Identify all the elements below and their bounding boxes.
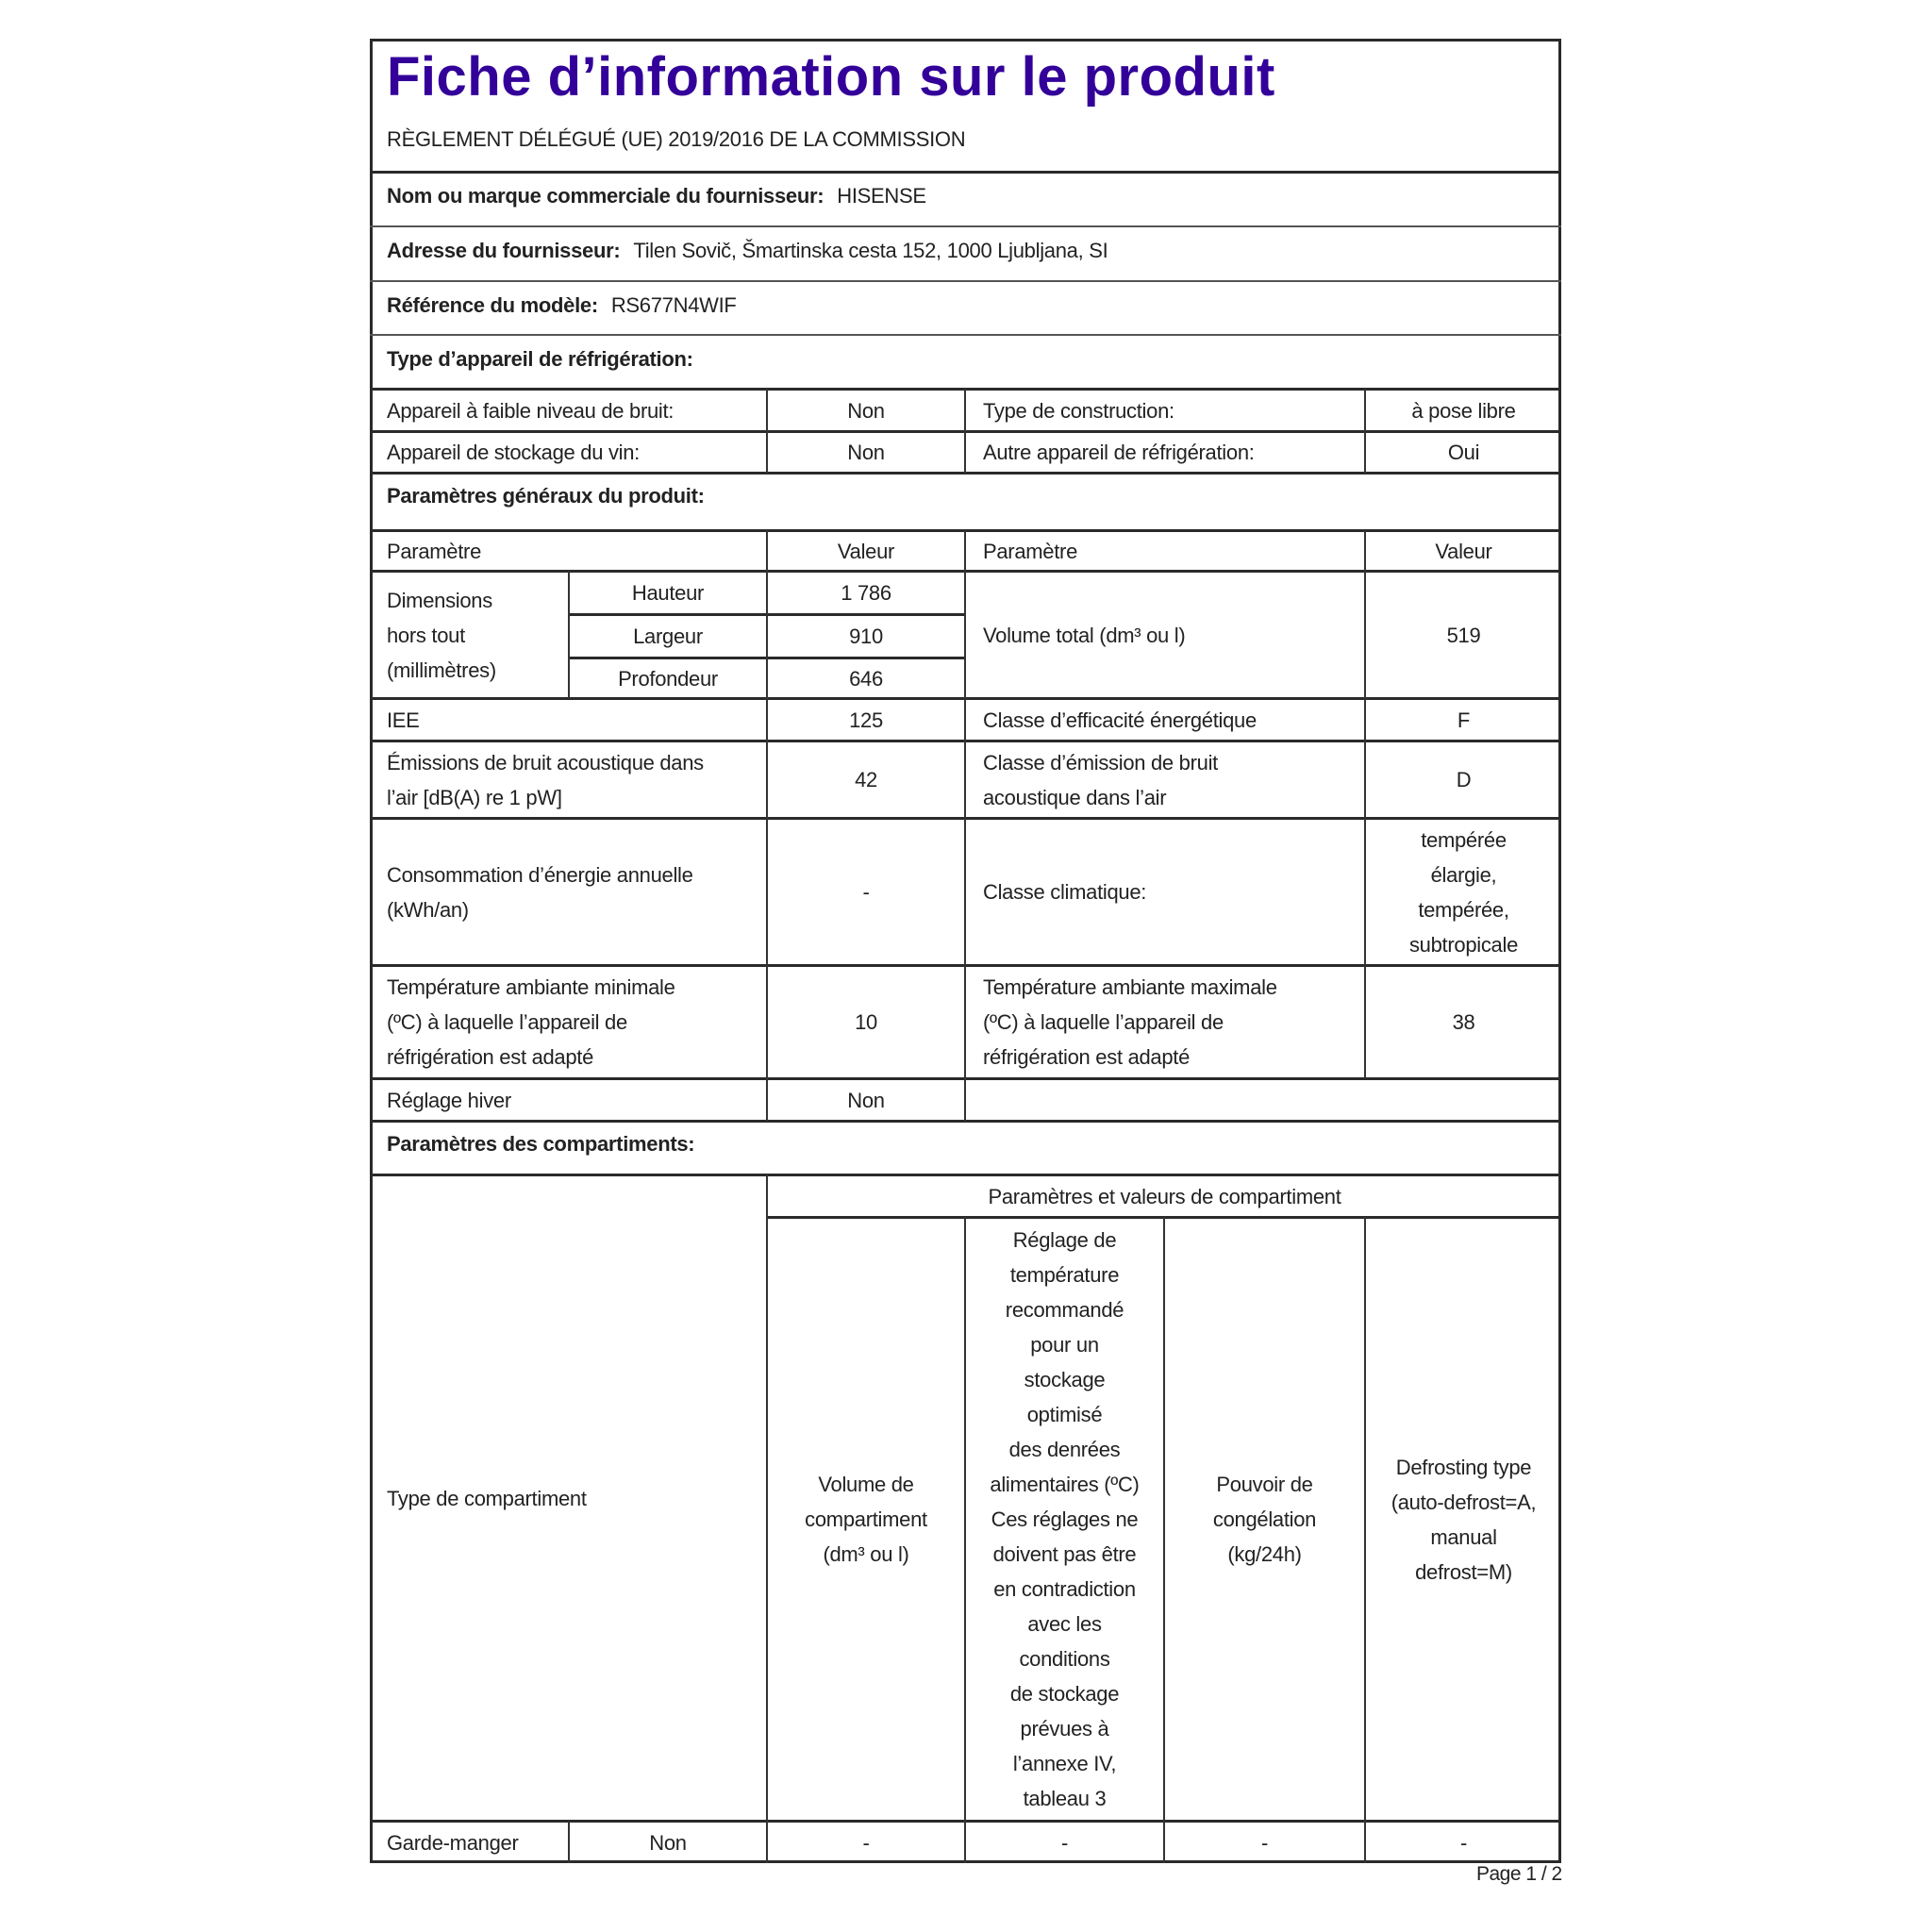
compartment-present-cell: Non — [649, 1831, 687, 1855]
other-refrigeration-label: Autre appareil de réfrigération: — [983, 441, 1255, 464]
depth-label: Profondeur — [618, 666, 718, 691]
col-freezing-header — [1165, 1219, 1364, 1820]
col-header-param2: Paramètre — [983, 539, 1078, 563]
col-header-param: Paramètre — [387, 539, 482, 563]
total-volume-value: 519 — [1446, 623, 1481, 647]
col-temp-header-line: de stockage — [1009, 1682, 1120, 1706]
compartments-heading: Paramètres des compartiments: — [387, 1132, 695, 1156]
compartment-type-header: Type de compartiment — [387, 1486, 587, 1510]
col-defrost-header — [1366, 1219, 1561, 1820]
page-title: Fiche d’information sur le produit — [387, 46, 1275, 108]
col-header-value2: Valeur — [1435, 539, 1492, 563]
low-noise-value: Non — [847, 398, 885, 423]
dimensions-label-line: (millimètres) — [387, 658, 496, 682]
col-temp-header-line: stockage — [1024, 1368, 1106, 1391]
climate-class-value-line: tempérée — [1421, 827, 1507, 852]
col-temp-header-line: recommandé — [1005, 1298, 1124, 1322]
noise-class-label-line: acoustique dans l’air — [983, 785, 1167, 809]
max-temp-value: 38 — [1452, 1010, 1475, 1034]
page-number: Page 1 / 2 — [1476, 1863, 1562, 1885]
col-temp-header-line: tableau 3 — [1023, 1787, 1107, 1810]
col-temp-header-line: alimentaires (ºC) — [990, 1473, 1140, 1496]
width-value: 910 — [849, 625, 883, 648]
noise-emission-label-line: Émissions de bruit acoustique dans — [387, 750, 704, 774]
col-defrost-header-line: defrost=M) — [1415, 1559, 1512, 1584]
max-temp-label-line: (ºC) à laquelle l’appareil de — [983, 1010, 1224, 1034]
wine-storage-value: Non — [847, 441, 885, 464]
supplier-address-value: Tilen Sovič, Šmartinska cesta 152, 1000 Ljubljana, SI — [633, 239, 1108, 262]
max-temp-label-line: réfrigération est adapté — [983, 1045, 1191, 1069]
col-defrost-header-line: (auto-defrost=A, — [1391, 1490, 1537, 1514]
noise-emission-label — [370, 742, 766, 817]
supplier-name-value: HISENSE — [837, 184, 926, 208]
col-volume-header — [768, 1219, 964, 1820]
model-value: RS677N4WIF — [610, 293, 737, 317]
appliance-type-heading: Type d’appareil de réfrigération: — [387, 347, 693, 371]
dimensions-label — [370, 573, 568, 697]
depth-value: 646 — [849, 666, 883, 691]
dimensions-label-line: Dimensions — [387, 588, 492, 612]
construction-type-value: à pose libre — [1411, 398, 1516, 423]
col-volume-header-line: Volume de — [818, 1473, 914, 1496]
col-temp-header-line: température — [1009, 1263, 1120, 1287]
col-volume-header-line: (dm³ ou l) — [823, 1542, 909, 1566]
construction-type-label: Type de construction: — [983, 398, 1174, 423]
supplier-address-row — [370, 227, 1561, 280]
iee-value: 125 — [849, 708, 883, 732]
energy-consumption-label-line: Consommation d’énergie annuelle — [387, 862, 693, 887]
dimensions-label-line: hors tout — [387, 623, 465, 647]
climate-class-value-line: tempérée, — [1418, 897, 1509, 922]
col-defrost-header-line: Defrosting type — [1395, 1455, 1532, 1479]
col-freezing-header-line: Pouvoir de — [1216, 1473, 1313, 1496]
col-header-value: Valeur — [837, 539, 895, 563]
low-noise-label: Appareil à faible niveau de bruit: — [387, 398, 675, 423]
compartment-defrost-cell: - — [1459, 1831, 1468, 1855]
energy-consumption-label — [370, 820, 766, 964]
min-temp-label-line: Température ambiante minimale — [387, 975, 675, 999]
col-temp-header-line: Réglage de — [1012, 1228, 1117, 1252]
col-temp-header-line: optimisé — [1026, 1403, 1103, 1426]
compartment-freezing-cell: - — [1260, 1831, 1269, 1855]
total-volume-label: Volume total (dm³ ou l) — [983, 623, 1186, 647]
model-label: Référence du modèle: — [387, 293, 598, 317]
climate-class-value-line: élargie, — [1430, 862, 1497, 887]
col-temp-header-line: avec les — [1027, 1612, 1102, 1636]
min-temp-label-line: réfrigération est adapté — [387, 1045, 594, 1069]
compartment-type-cell: Garde-manger — [387, 1831, 519, 1855]
climate-class-label: Classe climatique: — [983, 880, 1147, 904]
general-params-heading: Paramètres généraux du produit: — [387, 484, 705, 508]
width-label: Largeur — [633, 625, 703, 648]
min-temp-label-line: (ºC) à laquelle l’appareil de — [387, 1010, 627, 1034]
compartment-group-header: Paramètres et valeurs de compartiment — [988, 1184, 1341, 1208]
col-temp-header-line: l’annexe IV, — [1012, 1752, 1117, 1775]
min-temp-label — [370, 967, 766, 1077]
height-label: Hauteur — [631, 581, 705, 605]
noise-class-label — [966, 742, 1364, 817]
supplier-name-row — [370, 173, 1561, 225]
model-row — [370, 282, 1561, 334]
other-refrigeration-value: Oui — [1447, 441, 1480, 464]
climate-class-value-line: subtropicale — [1408, 932, 1519, 957]
energy-consumption-label-line: (kWh/an) — [387, 897, 469, 922]
energy-class-value: F — [1457, 708, 1471, 732]
col-volume-header-line: compartiment — [805, 1507, 927, 1531]
col-freezing-header-line: (kg/24h) — [1227, 1542, 1302, 1566]
climate-class-value — [1366, 820, 1561, 964]
supplier-name-label: Nom ou marque commerciale du fournisseur: — [387, 184, 824, 208]
energy-consumption-value: - — [862, 880, 870, 904]
regulation-subtitle: RÈGLEMENT DÉLÉGUÉ (UE) 2019/2016 DE LA COMMISSION — [387, 127, 966, 151]
noise-class-label-line: Classe d’émission de bruit — [983, 750, 1218, 774]
supplier-address-label: Adresse du fournisseur: — [387, 239, 621, 262]
wine-storage-label: Appareil de stockage du vin: — [387, 441, 640, 464]
compartment-temp-cell: - — [1060, 1831, 1069, 1855]
col-temp-header-line: prévues à — [1020, 1717, 1109, 1740]
noise-class-value: D — [1456, 768, 1472, 791]
col-temp-header-line: pour un — [1030, 1333, 1099, 1357]
energy-class-label: Classe d’efficacité énergétique — [983, 708, 1257, 732]
col-temp-header — [966, 1219, 1163, 1820]
winter-setting-label: Réglage hiver — [387, 1088, 511, 1112]
col-temp-header-line: Ces réglages ne — [991, 1507, 1139, 1531]
height-value: 1 786 — [841, 581, 891, 605]
col-temp-header-line: des denrées — [1008, 1438, 1121, 1461]
col-defrost-header-line: manual — [1430, 1524, 1497, 1549]
winter-setting-value: Non — [847, 1088, 885, 1112]
max-temp-label-line: Température ambiante maximale — [983, 975, 1277, 999]
max-temp-label — [966, 967, 1364, 1077]
col-freezing-header-line: congélation — [1212, 1507, 1317, 1531]
compartment-volume-cell: - — [862, 1831, 870, 1855]
col-temp-header-line: doivent pas être — [992, 1542, 1137, 1566]
noise-emission-label-line: l’air [dB(A) re 1 pW] — [387, 785, 562, 809]
col-temp-header-line: conditions — [1019, 1647, 1110, 1671]
min-temp-value: 10 — [855, 1010, 877, 1034]
iee-label: IEE — [387, 708, 420, 732]
col-temp-header-line: en contradiction — [993, 1577, 1136, 1601]
noise-emission-value: 42 — [855, 768, 877, 791]
